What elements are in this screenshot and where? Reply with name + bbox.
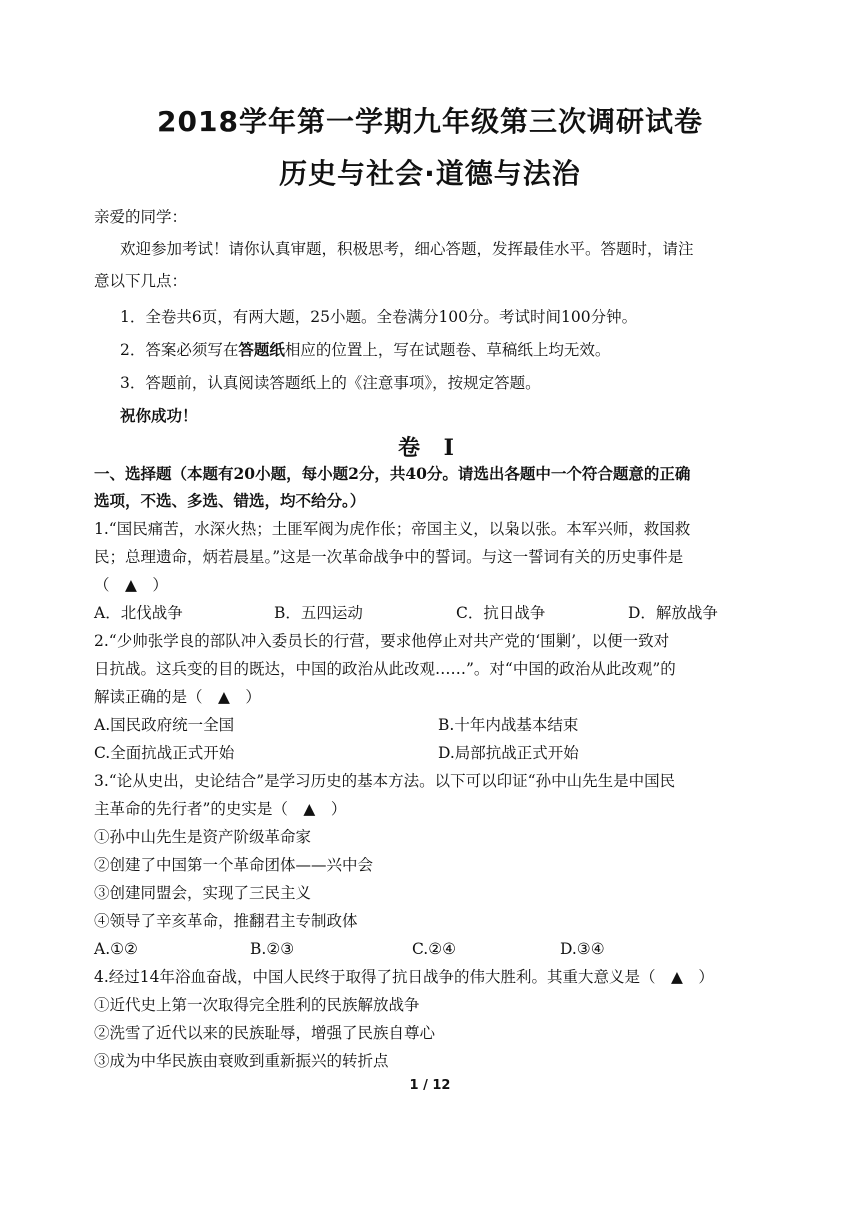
q2-line-3: 解读正确的是（ ▲ ） — [94, 688, 261, 706]
note-2 — [120, 339, 770, 361]
q1-option-b: B．五四运动 — [274, 604, 363, 622]
q2-option-d: D.局部抗战正式开始 — [438, 744, 579, 762]
q2-line-1: 2.“少帅张学良的部队冲入委员长的行营，要求他停止对共产党的‘围剿’，以便一致对 — [94, 632, 670, 650]
note-1: 1．全卷共6页，有两大题，25小题。全卷满分100分。考试时间100分钟。 — [120, 308, 638, 326]
q2-option-c: C.全面抗战正式开始 — [94, 744, 235, 762]
q3-item-1: ①孙中山先生是资产阶级革命家 — [94, 828, 312, 846]
q3-item-4: ④领导了辛亥革命，推翻君主专制政体 — [94, 912, 358, 930]
q2-option-a: A.国民政府统一全国 — [94, 716, 235, 734]
good-luck: 祝你成功！ — [120, 406, 198, 425]
section-heading-line-2: 选项，不选、多选、错选，均不给分。） — [94, 491, 366, 510]
section-heading-line-1: 一、选择题（本题有20小题，每小题2分，共40分。请选出各题中一个符合题意的正确 — [94, 464, 691, 483]
q3-option-b: B.②③ — [250, 940, 295, 958]
q4-item-2: ②洗雪了近代以来的民族耻辱，增强了民族自尊心 — [94, 1024, 436, 1042]
q2-line-2: 日抗战。这兵变的目的既达，中国的政治从此改观……”。对“中国的政治从此改观”的 — [94, 660, 676, 678]
q3-line-1: 3.“论从史出，史论结合”是学习历史的基本方法。以下可以印证“孙中山先生是中国民 — [94, 772, 676, 790]
exam-subtitle: 历史与社会·道德与法治 — [279, 157, 581, 190]
q2-option-b: B.十年内战基本结束 — [438, 716, 579, 734]
welcome-line-1: 欢迎参加考试！请你认真审题，积极思考，细心答题，发挥最佳水平。答题时，请注 — [120, 240, 694, 258]
section-title: 卷 Ⅰ — [398, 435, 462, 461]
welcome-line-2: 意以下几点： — [94, 272, 188, 290]
q3-option-c: C.②④ — [412, 940, 457, 958]
q3-line-2: 主革命的先行者”的史实是（ ▲ ） — [94, 800, 347, 818]
note-2-suffix: 相应的位置上，写在试题卷、草稿纸上均无效。 — [284, 341, 611, 359]
page-indicator: 1 / 12 — [409, 1078, 451, 1093]
q1-option-c: C．抗日战争 — [456, 604, 546, 622]
q3-option-d: D.③④ — [560, 940, 605, 958]
q4-line-1: 4.经过14年浴血奋战，中国人民终于取得了抗日战争的伟大胜利。其重大意义是（ ▲ ） — [94, 968, 714, 986]
q4-item-1: ①近代史上第一次取得完全胜利的民族解放战争 — [94, 996, 420, 1014]
q1-line-2: 民；总理遗命，炳若晨星。”这是一次革命战争中的誓词。与这一誓词有关的历史事件是 — [94, 548, 684, 566]
q1-option-d: D．解放战争 — [628, 604, 718, 622]
q3-option-a: A.①② — [94, 940, 138, 958]
q3-item-2: ②创建了中国第一个革命团体——兴中会 — [94, 856, 374, 874]
q4-item-3: ③成为中华民族由衰败到重新振兴的转折点 — [94, 1052, 389, 1070]
greeting: 亲爱的同学： — [94, 208, 188, 226]
q3-item-3: ③创建同盟会，实现了三民主义 — [94, 884, 312, 902]
note-3: 3．答题前，认真阅读答题纸上的《注意事项》，按规定答题。 — [120, 374, 541, 392]
note-2-prefix: 2．答案必须写在 — [120, 341, 239, 359]
exam-title: 2018学年第一学期九年级第三次调研试卷 — [157, 105, 703, 138]
note-2-emphasis: 答题纸 — [238, 340, 285, 359]
q1-option-a: A．北伐战争 — [94, 604, 183, 622]
q1-line-3: （ ▲ ） — [94, 576, 168, 594]
q1-line-1: 1.“国民痛苦，水深火热；土匪军阀为虎作伥；帝国主义，以枭以张。本军兴师，救国救 — [94, 520, 691, 538]
